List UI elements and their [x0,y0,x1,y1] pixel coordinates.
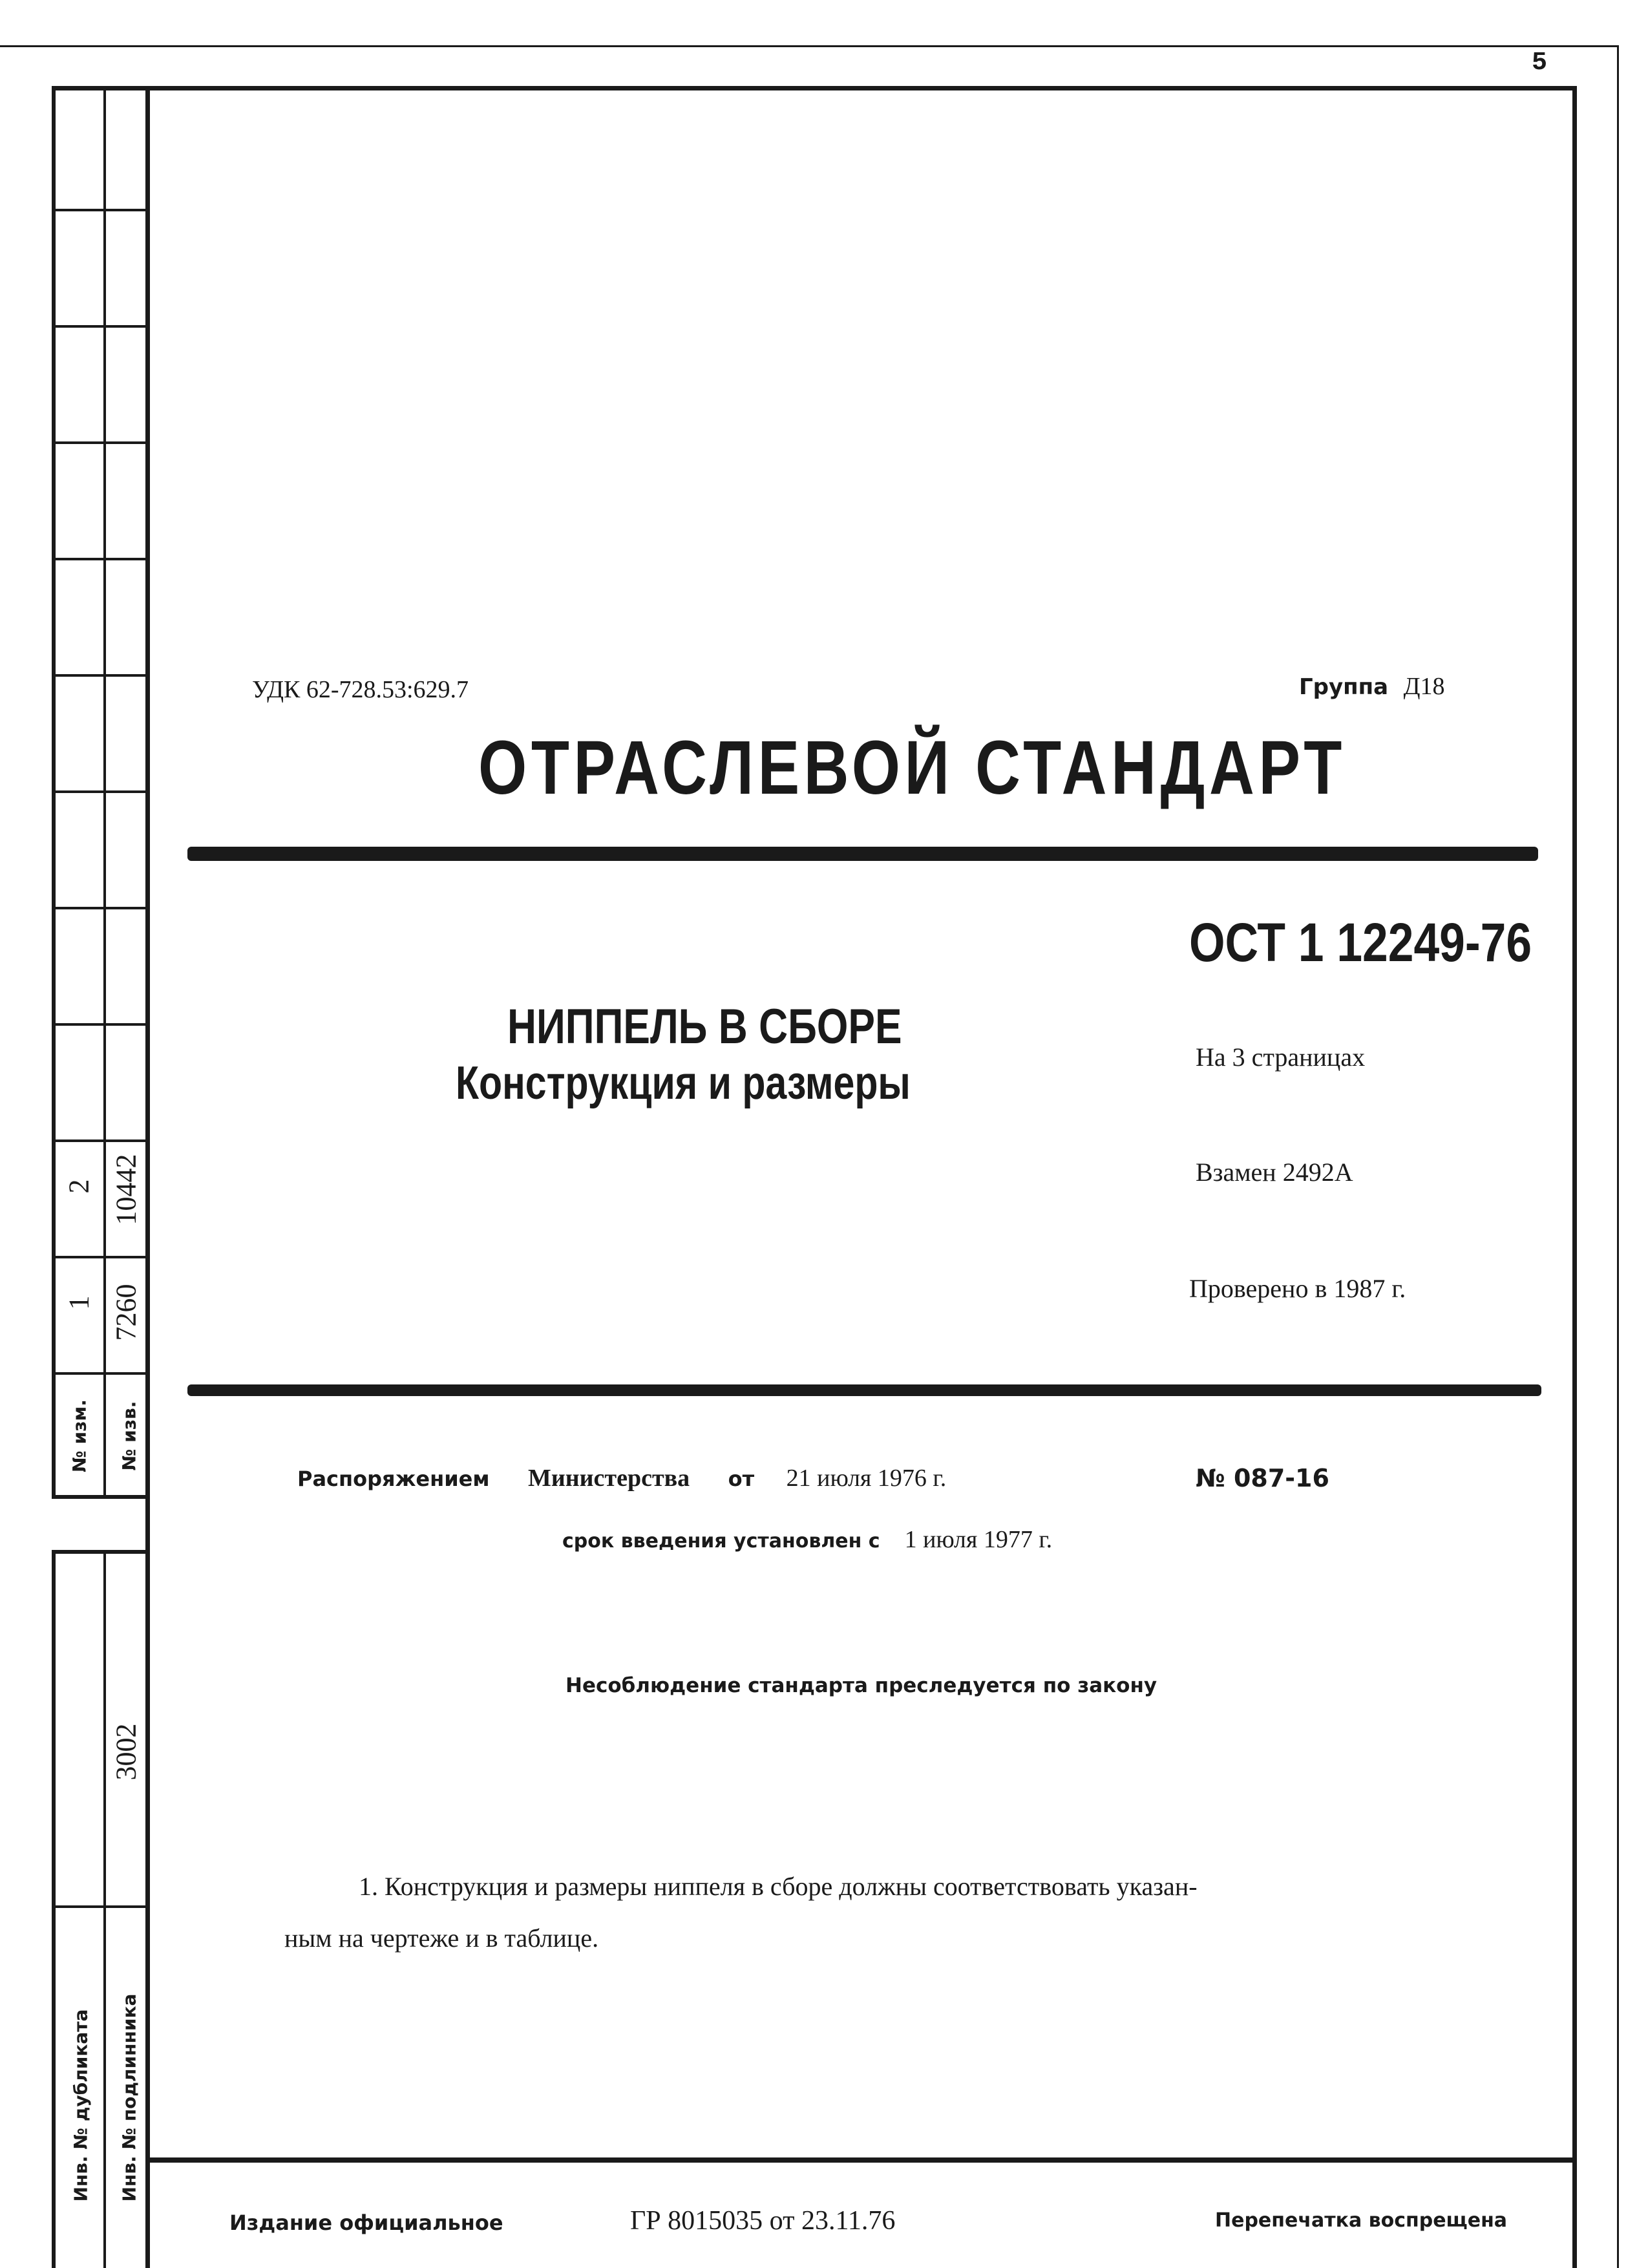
frame-right-thin [1617,45,1619,2268]
checked-note: Проверено в 1987 г. [1189,1274,1406,1303]
change-number-label: № изм. [69,1399,90,1472]
frame-top [52,86,1577,90]
product-subtitle: Конструкция и размеры [456,1057,911,1109]
change-number-1: 1 [63,1295,95,1310]
order-label: Распоряжением [297,1467,490,1491]
title-rule [187,847,1538,861]
notice-number-2: 10442 [110,1154,142,1225]
group-value: Д18 [1403,673,1445,700]
group-label: Группа [1299,674,1389,700]
stamp-line [52,558,149,560]
page-number: 5 [1532,48,1548,78]
stamp-line [52,441,149,444]
pages-note: На 3 страницах [1196,1043,1366,1072]
ost-number: ОСТ 1 12249-76 [1189,912,1532,973]
separator-rule [187,1384,1541,1396]
stamp-line [52,790,149,793]
notice-number-1: 7260 [110,1284,142,1341]
inv-left-edge [52,1550,56,2268]
change-number-2: 2 [63,1179,95,1194]
product-name: НИППЕЛЬ В СБОРЕ [507,999,902,1054]
frame-top-thin [0,45,1619,47]
stamp-line [52,1372,149,1375]
order-ministry: Министерства [528,1465,690,1492]
stamp-bottom-line [52,1495,149,1499]
stamp-line [52,209,149,211]
replaces-note: Взамен 2492А [1196,1158,1353,1187]
order-from: от [728,1467,755,1491]
clause-1-line-1: 1. Конструкция и размеры ниппеля в сборе должны соответствовать указан- [359,1872,1198,1901]
stamp-line [52,1256,149,1258]
inv-mid-line [103,1550,106,2268]
clause-1-line-2: ным на чертеже и в таблице. [284,1924,599,1953]
stamp-line [52,1023,149,1026]
stamp-line [52,325,149,328]
legal-warning: Несоблюдение стандарта преследуется по закону [565,1674,1157,1697]
frame-right [1572,86,1577,2268]
stamp-line [52,674,149,677]
effective-date: 1 июля 1977 г. [904,1526,1053,1553]
order-number: № 087-16 [1196,1464,1329,1492]
footer-registration: ГР 8015035 от 23.11.76 [630,2206,896,2236]
inv-top-line [52,1550,149,1554]
order-line [297,1464,946,1492]
effective-line [562,1525,1052,1554]
footer-reprint-prohibited: Перепечатка воспрещена [1215,2209,1508,2232]
duplicate-inventory-label: Инв. № дубликата [70,2009,92,2202]
stamp-line [52,907,149,909]
original-inventory-label: Инв. № подлинника [118,1993,140,2202]
original-inventory-value: 3002 [110,1723,142,1781]
document-title: ОТРАСЛЕВОЙ СТАНДАРТ [478,725,1346,811]
udk-code [252,675,469,704]
order-date: 21 июля 1976 г. [786,1465,947,1492]
group [1299,672,1445,701]
footer-rule [145,2157,1577,2163]
udk-text: УДК 62-728.53:629.7 [252,676,469,703]
footer-official-edition: Издание официальное [229,2210,503,2235]
inv-line [52,1905,149,1908]
notice-number-label: № изв. [118,1401,140,1471]
frame-left-inner [145,86,150,2268]
effective-label: срок введения установлен с [562,1530,880,1553]
